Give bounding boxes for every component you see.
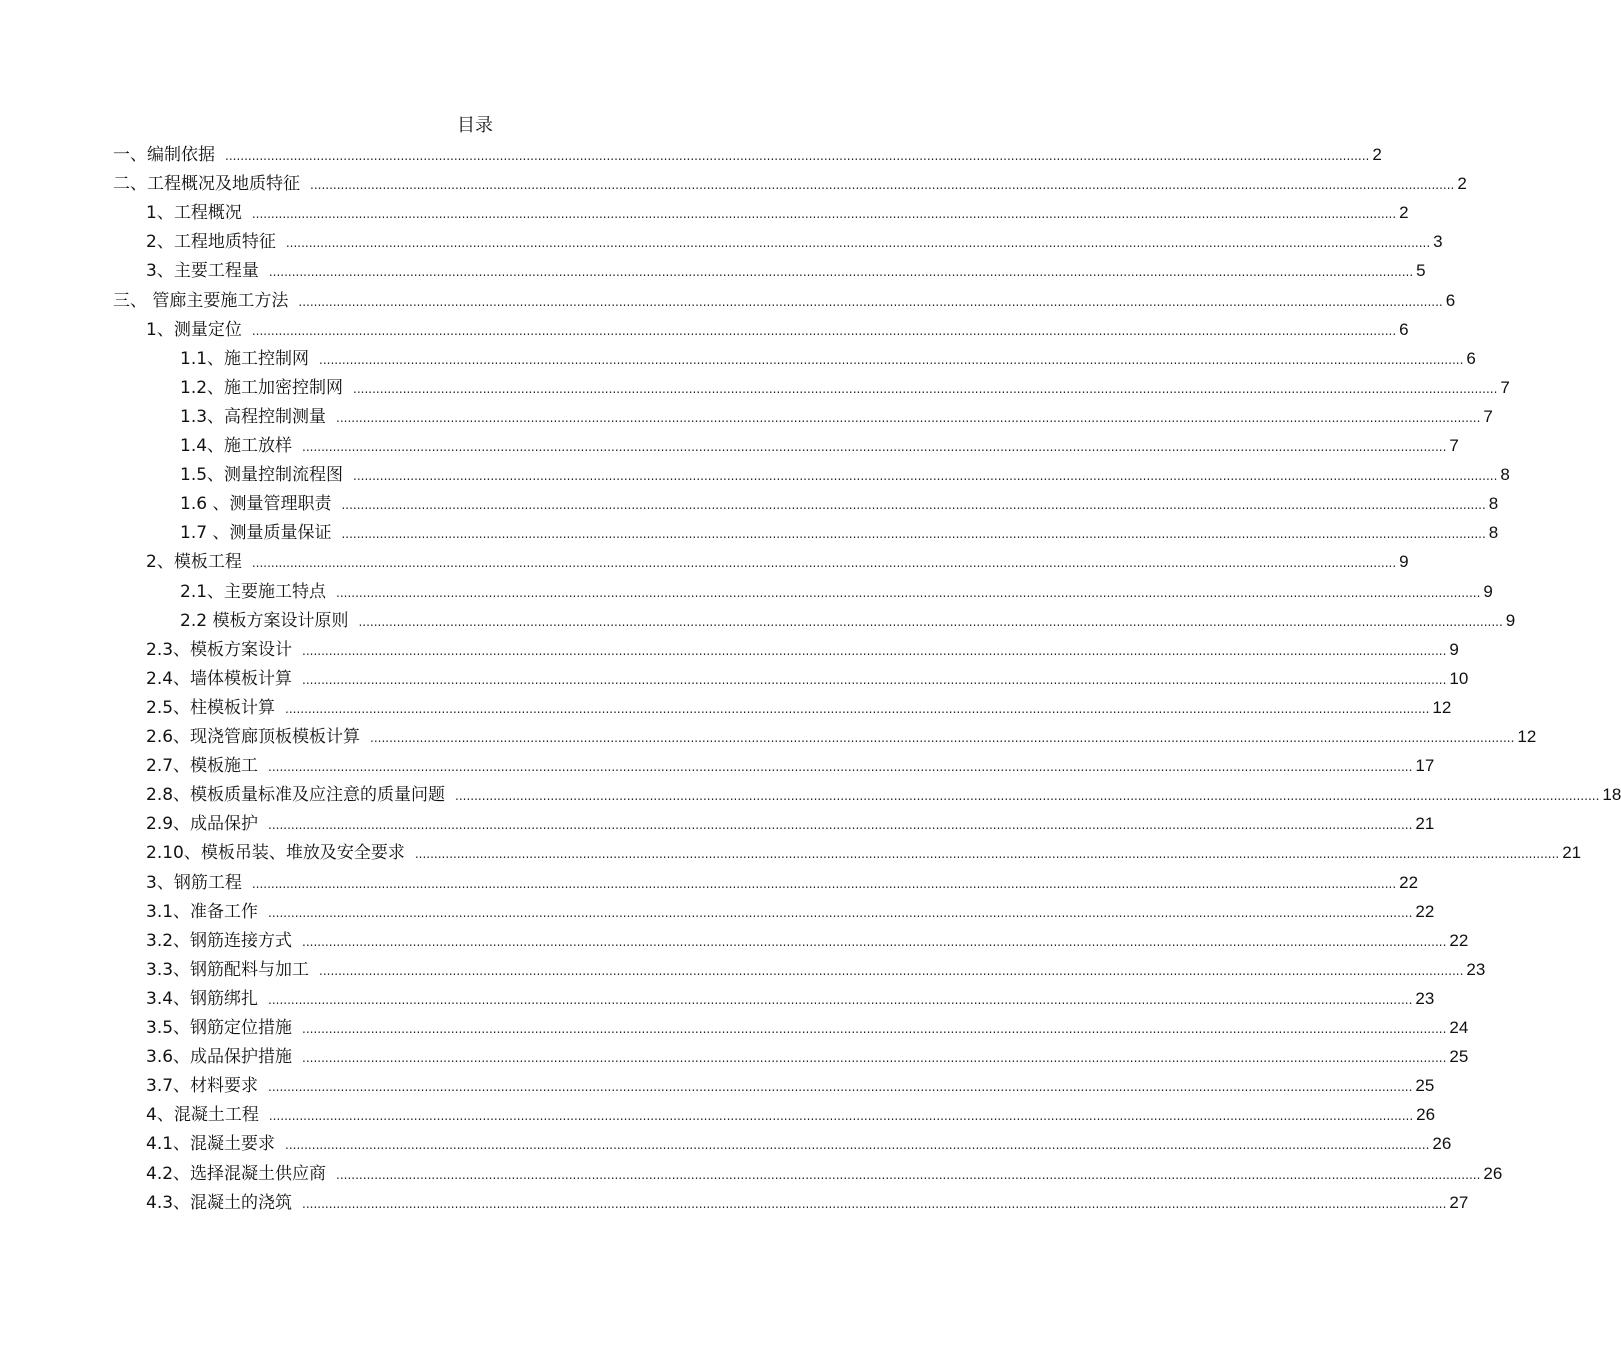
toc-entry-label: 3、钢筋工程	[146, 873, 242, 893]
toc-entry-label: 1.6 、测量管理职责	[180, 494, 332, 514]
toc-entry-label: 4.1、混凝土要求	[146, 1134, 276, 1154]
toc-entry-page: 27	[1449, 1193, 1469, 1212]
toc-entry-page: 26	[1416, 1105, 1436, 1124]
toc-entry-label: 2.9、成品保护	[146, 814, 259, 834]
toc-entry	[180, 376, 1510, 400]
toc-entry-label: 2.10、模板吊装、堆放及安全要求	[146, 843, 405, 863]
toc-entry	[146, 841, 1582, 865]
toc-dot-leader: ............................................................................................................................................................................................................................................................................................................	[302, 644, 1447, 658]
toc-dot-leader: ............................................................................................................................................................................................................................................................................................................	[251, 556, 1397, 570]
toc-entry-label: 2.5、柱模板计算	[146, 698, 276, 718]
toc-title: 目录	[457, 115, 493, 136]
toc-dot-leader: ............................................................................................................................................................................................................................................................................................................	[302, 1022, 1447, 1036]
toc-entry	[146, 1045, 1469, 1069]
toc-entry-page: 6	[1466, 349, 1476, 368]
toc-entry	[180, 609, 1516, 633]
toc-entry	[146, 667, 1469, 691]
toc-entry	[113, 289, 1456, 313]
toc-entry	[180, 405, 1493, 429]
toc-dot-leader: ............................................................................................................................................................................................................................................................................................................	[302, 673, 1447, 687]
toc-entry-label: 2.8、模板质量标准及应注意的质量问题	[146, 785, 446, 805]
toc-entry-page: 6	[1445, 291, 1456, 310]
toc-entry-page: 26	[1483, 1164, 1503, 1183]
toc-entry-page: 7	[1483, 407, 1493, 426]
toc-dot-leader: ............................................................................................................................................................................................................................................................................................................	[268, 265, 1414, 279]
toc-entry	[146, 929, 1469, 953]
toc-entry	[180, 434, 1459, 458]
toc-entry-label: 2.2 模板方案设计原则	[180, 611, 349, 631]
toc-entry	[146, 871, 1419, 895]
toc-entry-label: 1.2、施工加密控制网	[180, 378, 344, 398]
toc-dot-leader: ............................................................................................................................................................................................................................................................................................................	[302, 440, 1447, 454]
toc-entry	[146, 201, 1409, 225]
toc-dot-leader: ............................................................................................................................................................................................................................................................................................................	[298, 295, 1443, 309]
toc-entry-label: 3.2、钢筋连接方式	[146, 931, 293, 951]
toc-entry	[180, 492, 1499, 516]
toc-entry-label: 4、混凝土工程	[146, 1105, 259, 1125]
toc-dot-leader: ............................................................................................................................................................................................................................................................................................................	[353, 469, 1498, 483]
toc-dot-leader: ............................................................................................................................................................................................................................................................................................................	[319, 964, 1464, 978]
toc-entry-page: 21	[1415, 814, 1435, 833]
toc-dot-leader: ............................................................................................................................................................................................................................................................................................................	[251, 877, 1397, 891]
toc-entry	[146, 550, 1409, 574]
toc-entry-label: 3、主要工程量	[146, 261, 259, 281]
toc-dot-leader: ............................................................................................................................................................................................................................................................................................................	[310, 178, 1455, 192]
toc-dot-leader: ............................................................................................................................................................................................................................................................................................................	[285, 236, 1431, 250]
toc-entry	[146, 754, 1435, 778]
toc-entry	[146, 900, 1435, 924]
toc-entry	[146, 1162, 1503, 1186]
toc-entry-label: 4.2、选择混凝土供应商	[146, 1164, 327, 1184]
toc-entry-page: 12	[1432, 698, 1452, 717]
toc-dot-leader: ............................................................................................................................................................................................................................................................................................................	[302, 935, 1447, 949]
toc-entry	[146, 638, 1459, 662]
toc-entry	[180, 463, 1510, 487]
toc-entry	[146, 987, 1435, 1011]
toc-entry-page: 8	[1488, 494, 1499, 513]
toc-entry-label: 1.5、测量控制流程图	[180, 465, 344, 485]
toc-entry-page: 23	[1415, 989, 1435, 1008]
toc-entry-page: 25	[1415, 1076, 1435, 1095]
toc-entry	[146, 318, 1409, 342]
toc-dot-leader: ............................................................................................................................................................................................................................................................................................................	[414, 847, 1560, 861]
toc-entry	[146, 1191, 1469, 1215]
toc-dot-leader: ............................................................................................................................................................................................................................................................................................................	[455, 789, 1600, 803]
toc-entry-page: 6	[1399, 320, 1409, 339]
toc-entry-label: 2、模板工程	[146, 552, 242, 572]
toc-dot-leader: ............................................................................................................................................................................................................................................................................................................	[336, 586, 1481, 600]
toc-entry-page: 12	[1517, 727, 1537, 746]
toc-dot-leader: ............................................................................................................................................................................................................................................................................................................	[268, 1109, 1414, 1123]
toc-dot-leader: ............................................................................................................................................................................................................................................................................................................	[353, 382, 1498, 396]
toc-entry-label: 1、测量定位	[146, 320, 242, 340]
toc-dot-leader: ............................................................................................................................................................................................................................................................................................................	[251, 207, 1397, 221]
toc-entry-label: 1.7 、测量质量保证	[180, 523, 332, 543]
toc-entry	[146, 230, 1443, 254]
toc-dot-leader: ............................................................................................................................................................................................................................................................................................................	[319, 353, 1464, 367]
toc-entry	[146, 958, 1486, 982]
toc-entry-label: 一、编制依据	[113, 145, 215, 165]
toc-dot-leader: ............................................................................................................................................................................................................................................................................................................	[268, 1080, 1413, 1094]
toc-entry-label: 2、工程地质特征	[146, 232, 276, 252]
toc-entry-page: 22	[1415, 902, 1435, 921]
toc-entry	[180, 521, 1499, 545]
toc-entry	[146, 1103, 1436, 1127]
toc-entry-label: 1.1、施工控制网	[180, 349, 310, 369]
toc-entry-label: 三、 管廊主要施工方法	[113, 291, 289, 311]
toc-entry-label: 3.3、钢筋配料与加工	[146, 960, 310, 980]
toc-entry-label: 3.6、成品保护措施	[146, 1047, 293, 1067]
toc-entry-label: 1.3、高程控制测量	[180, 407, 327, 427]
toc-entry	[180, 580, 1493, 604]
toc-entry-label: 3.4、钢筋绑扎	[146, 989, 259, 1009]
toc-entry-page: 9	[1399, 552, 1409, 571]
toc-entry-label: 1.4、施工放样	[180, 436, 293, 456]
toc-dot-leader: ............................................................................................................................................................................................................................................................................................................	[251, 324, 1397, 338]
toc-entry-label: 2.6、现浇管廊顶板模板计算	[146, 727, 361, 747]
toc-entry-page: 25	[1449, 1047, 1469, 1066]
toc-entry	[113, 172, 1467, 196]
toc-dot-leader: ............................................................................................................................................................................................................................................................................................................	[341, 527, 1486, 541]
toc-entry	[146, 1016, 1469, 1040]
toc-entry	[146, 259, 1426, 283]
toc-entry-page: 5	[1416, 261, 1426, 280]
toc-entry-label: 3.1、准备工作	[146, 902, 259, 922]
toc-entry-page: 7	[1449, 436, 1459, 455]
toc-entry-page: 24	[1449, 1018, 1469, 1037]
toc-entry-page: 8	[1500, 465, 1510, 484]
toc-entry-page: 9	[1505, 611, 1516, 630]
toc-dot-leader: ............................................................................................................................................................................................................................................................................................................	[302, 1197, 1447, 1211]
toc-dot-leader: ............................................................................................................................................................................................................................................................................................................	[370, 731, 1515, 745]
toc-dot-leader: ............................................................................................................................................................................................................................................................................................................	[268, 760, 1413, 774]
toc-entry-page: 22	[1399, 873, 1419, 892]
toc-entry	[146, 696, 1452, 720]
toc-entry-label: 2.3、模板方案设计	[146, 640, 293, 660]
toc-entry-page: 18	[1602, 785, 1621, 804]
toc-entry-page: 2	[1457, 174, 1467, 193]
toc-dot-leader: ............................................................................................................................................................................................................................................................................................................	[268, 993, 1413, 1007]
toc-entry	[113, 143, 1382, 167]
toc-entry-label: 1、工程概况	[146, 203, 242, 223]
toc-entry-page: 3	[1433, 232, 1443, 251]
toc-entry-page: 9	[1483, 582, 1493, 601]
toc-dot-leader: ............................................................................................................................................................................................................................................................................................................	[285, 1138, 1430, 1152]
toc-entry	[180, 347, 1476, 371]
toc-dot-leader: ............................................................................................................................................................................................................................................................................................................	[302, 1051, 1447, 1065]
toc-entry	[146, 812, 1435, 836]
toc-entry-page: 17	[1415, 756, 1435, 775]
toc-entry	[146, 783, 1621, 807]
toc-entry-label: 二、工程概况及地质特征	[113, 174, 300, 194]
toc-entry-label: 3.7、材料要求	[146, 1076, 259, 1096]
toc-dot-leader: ............................................................................................................................................................................................................................................................................................................	[358, 615, 1503, 629]
toc-entry-page: 9	[1449, 640, 1459, 659]
toc-dot-leader: ............................................................................................................................................................................................................................................................................................................	[341, 498, 1486, 512]
toc-entry-label: 2.7、模板施工	[146, 756, 259, 776]
toc-dot-leader: ............................................................................................................................................................................................................................................................................................................	[285, 702, 1430, 716]
toc-entry	[146, 725, 1537, 749]
toc-entry-page: 2	[1372, 145, 1382, 164]
toc-entry-label: 2.1、主要施工特点	[180, 582, 327, 602]
toc-dot-leader: ............................................................................................................................................................................................................................................................................................................	[336, 1168, 1481, 1182]
toc-entry-page: 26	[1432, 1134, 1452, 1153]
toc-entry-label: 4.3、混凝土的浇筑	[146, 1193, 293, 1213]
toc-entry-label: 2.4、墙体模板计算	[146, 669, 293, 689]
toc-entry-page: 8	[1488, 523, 1499, 542]
toc-dot-leader: ............................................................................................................................................................................................................................................................................................................	[268, 906, 1413, 920]
toc-entry-page: 2	[1399, 203, 1409, 222]
toc-entry-label: 3.5、钢筋定位措施	[146, 1018, 293, 1038]
toc-entry	[146, 1132, 1452, 1156]
toc-dot-leader: ............................................................................................................................................................................................................................................................................................................	[225, 149, 1370, 163]
toc-entry-page: 22	[1449, 931, 1469, 950]
toc-entry-page: 10	[1449, 669, 1469, 688]
toc-entry-page: 7	[1500, 378, 1510, 397]
toc-dot-leader: ............................................................................................................................................................................................................................................................................................................	[336, 411, 1481, 425]
toc-dot-leader: ............................................................................................................................................................................................................................................................................................................	[268, 818, 1413, 832]
toc-entry	[146, 1074, 1435, 1098]
toc-entry-page: 21	[1562, 843, 1582, 862]
toc-entry-page: 23	[1466, 960, 1486, 979]
